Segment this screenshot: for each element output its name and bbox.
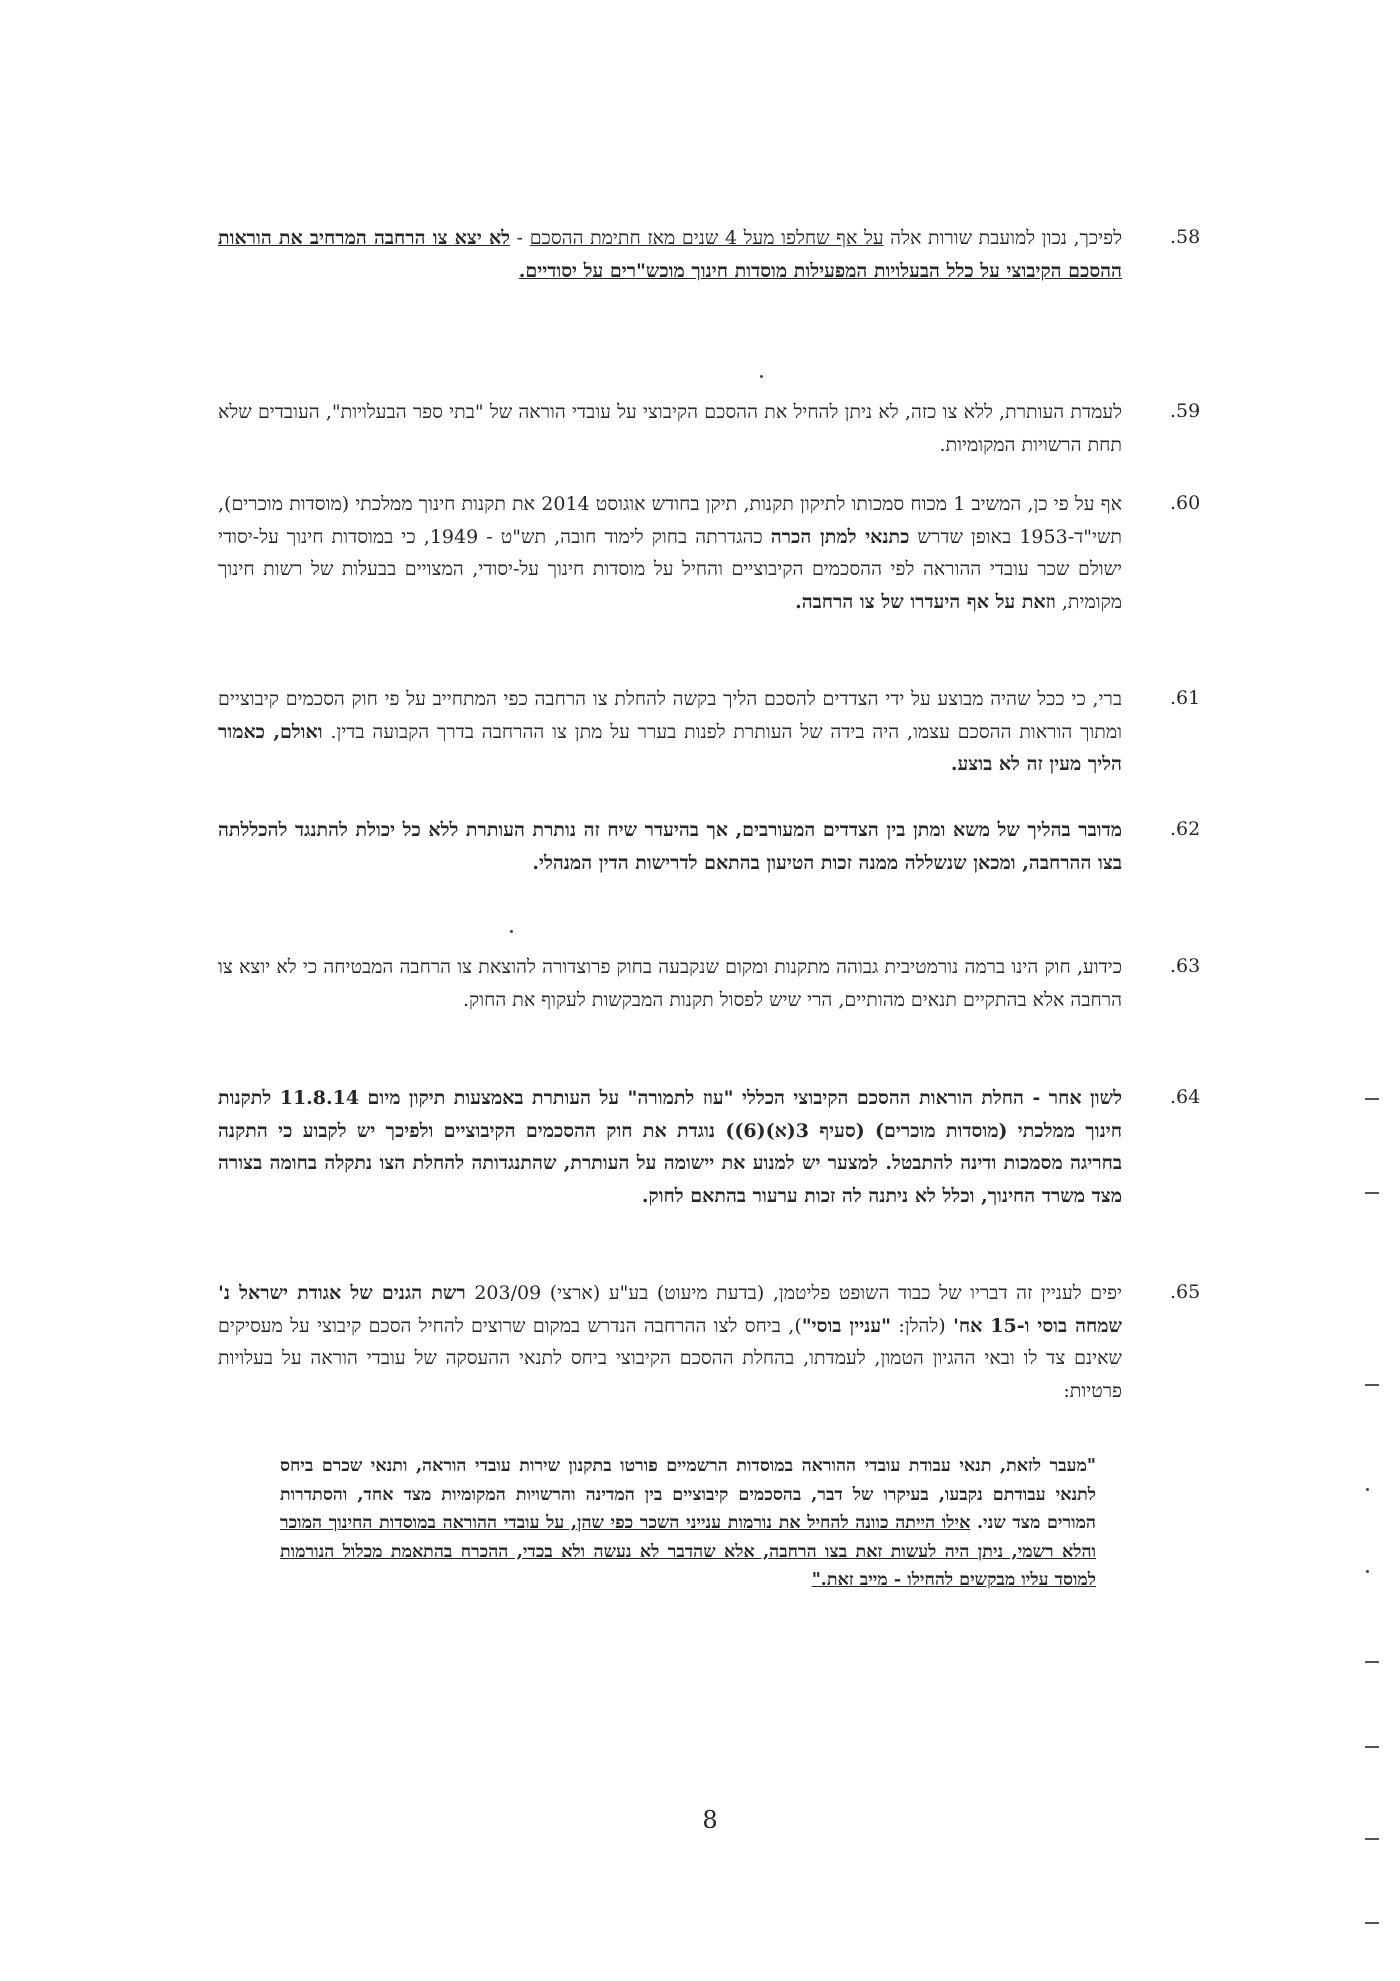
scan-mark — [1365, 1838, 1379, 1840]
bold-text: רשת הגנים של אגודת ישראל נ' שמחה בוסי ו-15 אח' — [218, 1282, 1122, 1337]
block-quote — [280, 1452, 1096, 1595]
paragraph-64 — [218, 1082, 1122, 1212]
page-number: 8 — [702, 1806, 718, 1834]
paragraph-number: .59 — [1170, 400, 1201, 422]
bold-text: וזאת על אף היעדרו של צו הרחבה. — [795, 590, 1056, 613]
paragraph-65 — [218, 1277, 1122, 1407]
bold-underlined-text: לא יצא צו הרחבה המרחיב את הוראות ההסכם הקיבוצי על כלל הבעלויות המפעילות מוסדות חינוך מוכש"רים על יסודיים. — [218, 227, 1122, 282]
paragraph-text: לעמדת העותרת, ללא צו כזה, לא ניתן להחיל את ההסכם הקיבוצי על עובדי הוראה של "בתי ספר הבעלויות", העובדים שלא תחת הרשויות המקומיות. — [218, 401, 1122, 456]
paragraph-number: .64 — [1170, 1086, 1201, 1108]
paragraph-text: מדובר בהליך של משא ומתן בין הצדדים המעורבים, אך בהיעדר שיח זה נותרת העותרת ללא כל יכולת להתנגד להכללתה בצו ההרחבה, ומכאן שנשללה ממנה זכות הטיעון בהתאם לדרישות הדין המנהלי. — [218, 819, 1122, 874]
paragraph-58 — [218, 222, 1122, 287]
scan-speck — [1366, 1570, 1369, 1573]
paragraph-number: .63 — [1170, 955, 1201, 977]
scan-speck — [510, 930, 513, 933]
paragraph-text: כידוע, חוק הינו ברמה נורמטיבית גבוהה מתקנות ומקום שנקבעה בחוק פרוצדורה להוצאת צו הרחבה המבטיחה כי לא יוצא צו הרחבה אלא בהתקיים תנאים מהותיים, הרי שיש לפסול תקנות המבקשות לעקוף את החוק. — [218, 956, 1122, 1011]
scan-mark — [1365, 1384, 1379, 1386]
paragraph-text: - — [510, 227, 530, 249]
underlined-text: על אף שחלפו מעל 4 שנים מאז חתימת ההסכם — [529, 227, 884, 249]
paragraph-61 — [218, 683, 1122, 781]
paragraph-text: (להלן: — [891, 1314, 954, 1337]
paragraph-number: .65 — [1170, 1281, 1201, 1303]
paragraph-number: .60 — [1170, 492, 1201, 514]
paragraph-63 — [218, 951, 1122, 1016]
paragraph-59 — [218, 396, 1122, 461]
bold-text: כתנאי למתן הכרה — [770, 525, 910, 548]
bold-text: "עניין בוסי" — [801, 1314, 892, 1337]
paragraph-text: לשון אחר - החלת הוראות ההסכם הקיבוצי הכללי "עוז לתמורה" על העותרת באמצעות תיקון מיום 11.8.14 לתקנות חינוך ממלכתי (מוסדות מוכרים) (סעיף 3(א)(6)) נוגדת את חוק ההסכמים הקיבוציים ולפיכך יש לקבוע כי התקנה בחריגה מסמכות ודינה להתבטל. למצער יש למנוע את יישומה על העותרת, שהתנגדותה להחלת הצו נתקלה בחומה בצורה מצד משרד החינוך, וכלל לא ניתנה לה זכות ערעור בהתאם לחוק. — [218, 1087, 1122, 1207]
scan-speck — [760, 375, 763, 378]
paragraph-text: יפים לעניין זה דבריו של כבוד השופט פליטמן, (בדעת מיעוט) בע"ע (ארצי) 203/09 — [465, 1282, 1122, 1304]
paragraph-text: לפיכך, נכון למועבת שורות אלה — [883, 227, 1123, 249]
paragraph-62 — [218, 814, 1122, 879]
scan-mark — [1365, 1661, 1379, 1663]
scan-speck — [1366, 1488, 1369, 1491]
paragraph-text: כהגדרתה בחוק לימוד חובה, תש"ט - 1949, כי במוסדות חינוך על-יסודי ישולם שכר עובדי ההוראה לפי ההסכמים הקיבוציים והחיל על מוסדות חינוך על-יסודי, המצויים בבעלות של רשות חינוך מקומית, — [218, 525, 1122, 613]
quote-underlined-text: אילו הייתה כוונה להחיל את נורמות ענייני השכר כפי שהן, על עובדי ההוראה במוסדות החינוך המוכר והלא רשמי, ניתן היה לעשות זאת בצו הרחבה, אלא שהדבר לא נעשה ולא בכדי, ההכרח בהתאמת מכלול הנורמות למוסד עליו מבקשים להחילו - מייב זאת." — [280, 1513, 1096, 1590]
scan-mark — [1365, 1192, 1379, 1194]
bold-text: ואולם, כאמור הליך מעין זה לא בוצע. — [218, 720, 1122, 775]
quote-text: "מעבר לזאת, תנאי עבודת עובדי ההוראה במוסדות הרשמיים פורטו בתקנון שירות עובדי הוראה, ותנאי שכרם ביחס לתנאי עבודתם נקבעו, בעיקרו של דבר, בהסכמים קיבוציים בין המדינה והרשויות המקומיות מצד אחד, והסתדרות המורים מצד שני. — [280, 1456, 1096, 1533]
paragraph-text: אף על פי כן, המשיב 1 מכוח סמכותו לתיקון תקנות, תיקן בחודש אוגוסט 2014 את תקנות חינוך ממלכתי (מוסדות מוכרים), תשי"ד-1953 באופן שדרש — [218, 493, 1123, 548]
scan-mark — [1365, 1922, 1379, 1924]
scan-mark — [1365, 1746, 1379, 1748]
paragraph-text: ברי, כי ככל שהיה מבוצע על ידי הצדדים להסכם הליך בקשה להחלת צו הרחבה כפי המתחייב על פי חוק הסכמים קיבוציים ומתוך הוראות ההסכם עצמו, היה בידה של העותרת לפנות בערר על מתן צו ההרחבה בדרך הקבועה בדין. — [218, 688, 1123, 743]
paragraph-text: ), ביחס לצו ההרחבה הנדרש במקום שרוצים להחיל הסכם קיבוצי על מעסיקים שאינם צד לו ובאי ההגיון הטמון, לעמדתו, בהחלת ההסכם הקיבוצי ביחס לתנאי ההעסקה של עובדי הוראה על בעלויות פרטיות: — [218, 1314, 1122, 1402]
paragraph-number: .61 — [1170, 687, 1201, 709]
paragraph-number: .58 — [1170, 226, 1201, 248]
paragraph-60 — [218, 488, 1122, 618]
scan-mark — [1365, 1098, 1379, 1100]
paragraph-number: .62 — [1170, 818, 1201, 840]
